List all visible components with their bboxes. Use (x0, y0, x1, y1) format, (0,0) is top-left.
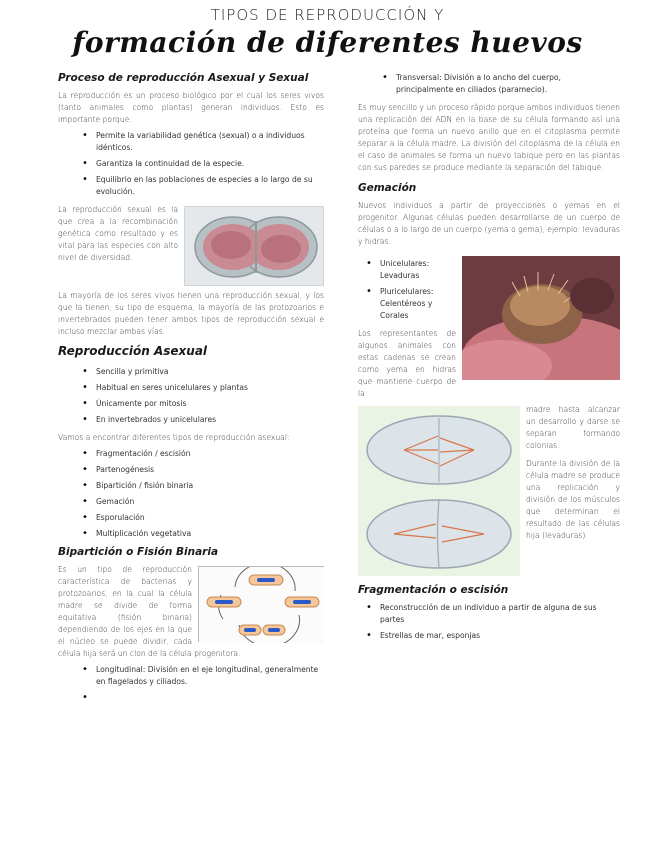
dividing-cell-illustration (185, 207, 324, 286)
list-item: • Multiplicación vegetativa (58, 528, 324, 540)
section1-intro: La reproducción es un proceso biológico por el cual los seres vivos (tanto animales como plantas) generan individuos. Esto es importante porque: (58, 91, 324, 124)
section3-list (58, 664, 324, 688)
list-item: • Transversal: División a lo ancho del cuerpo, principalmente en ciliados (paramecio). (358, 72, 620, 96)
gemacion-text2: Los representantes de algunos animales con estas cadenas se crean como yema en hidras que mantiene cuerpo de la (358, 329, 456, 398)
title-main: formación de diferentes huevos (72, 26, 583, 59)
cell-image-block (58, 204, 324, 290)
gemacion-coral-block (358, 254, 620, 400)
section2-text: Vamos a encontrar diferentes tipos de reproducción asexual: (58, 433, 290, 442)
cell-division-image (358, 406, 520, 576)
list-item: • Permite la variabilidad genética (sexual) o a individuos idénticos. (58, 130, 324, 154)
binary-fission-block (58, 564, 324, 660)
frag-list (358, 602, 620, 642)
section1-list (58, 130, 324, 198)
section1-title: Proceso de reproducción Asexual y Sexual (58, 72, 309, 84)
section2-list (58, 366, 324, 426)
top-right-list (358, 72, 620, 96)
gemacion-division-block (358, 404, 620, 580)
list-item: • Partenogénesis (58, 464, 324, 476)
cell-division-illustration (358, 406, 520, 576)
section3-text: Es un tipo de reproducción característica de bacterias y protozoarios, en la cual la célula madre se divide de forma equitativa (fisión binaria) dependiendo de los ejes en la que el núcleo se puede dividir, cada célula hija será un clon de la célula progenitora. (58, 565, 241, 658)
left-column (58, 68, 324, 694)
list-item: • Reconstrucción de un individuo a partir de alguna de sus partes (358, 602, 620, 626)
list-item: • Esporulación (58, 512, 324, 524)
list-item: • Sencilla y primitiva (58, 366, 324, 378)
title-top: TIPOS DE REPRODUCCIÓN Y (210, 6, 445, 24)
dividing-cell-image (184, 206, 324, 286)
list-item: • En invertebrados y unicelulares (58, 414, 324, 426)
list-item: • Gemación (58, 496, 324, 508)
gemacion-text4: Durante la división de la célula madre se produce una replicación y división de los músculos que determinan el resultado de las células hija (levaduras). (526, 459, 620, 540)
frag-title: Fragmentación o escisión (358, 584, 509, 596)
right-intro-text: Es muy sencillo y un proceso rápido porque ambos individuos tienen una replicación del ADN en la base de su célula formando así una proteína que forma un nuevo anillo que en el citoplasma permite separar a la célula madre. La división del citoplasma de la célula en el caso de animales se forma un nuevo tabique pero en las plantas con sus paredes se produce mediante la separación del tabique. (358, 103, 620, 172)
gemacion-text3: madre hasta alcanzar un desarrollo y darse se separan formando colonias. (526, 405, 620, 450)
list-item: • Unicelulares: Levaduras (358, 258, 620, 282)
right-column (358, 68, 620, 648)
gemacion-title: Gemación (358, 182, 417, 194)
list-item: • Únicamente por mitosis (58, 398, 324, 410)
list-item: • Longitudinal: División en el eje longitudinal, generalmente en flagelados y ciliados. (58, 664, 324, 688)
list-item: • Bipartición / fisión binaria (58, 480, 324, 492)
section1-text3: La mayoría de los seres vivos tienen una reproducción sexual, y los que la tienen, su tipo de esquema, la mayoría de las protozoarios e invertebrados pueden tener ambos tipos de reproducción sexual e incluso mezclar ambas vías. (58, 291, 324, 336)
list-item: • Estrellas de mar, esponjas (358, 630, 620, 642)
binary-fission-diagram (198, 566, 324, 642)
list-item: • Pluricelulares: Celentéreos y Corales (358, 286, 620, 322)
list-item: • Garantiza la continuidad de la especie. (58, 158, 324, 170)
gemacion-text: Nuevos individuos a partir de proyecciones o yemas en el progenitor. Algunas células pueden desarrollarse de un cuerpo de células o a lo largo de un cuerpo (yema o gema), ejemplo: levaduras y hidras. (358, 201, 620, 246)
section1-text2: La reproducción sexual es la que crea a la recombinación genética como resultado y es vital para las especies con alto nivel de diversidad. (58, 205, 178, 262)
section3-title: Bipartición o Fisión Binaria (58, 546, 219, 558)
list-item: • Equilibrio en las poblaciones de especies a lo largo de su evolución. (58, 174, 324, 198)
section2-title: Reproducción Asexual (58, 344, 208, 358)
section2-types-list (58, 448, 324, 540)
list-item: • Habitual en seres unicelulares y plantas (58, 382, 324, 394)
gemacion-list (358, 258, 620, 322)
list-item: • Fragmentación / escisión (58, 448, 324, 460)
binary-fission-cycle-illustration (199, 567, 324, 643)
